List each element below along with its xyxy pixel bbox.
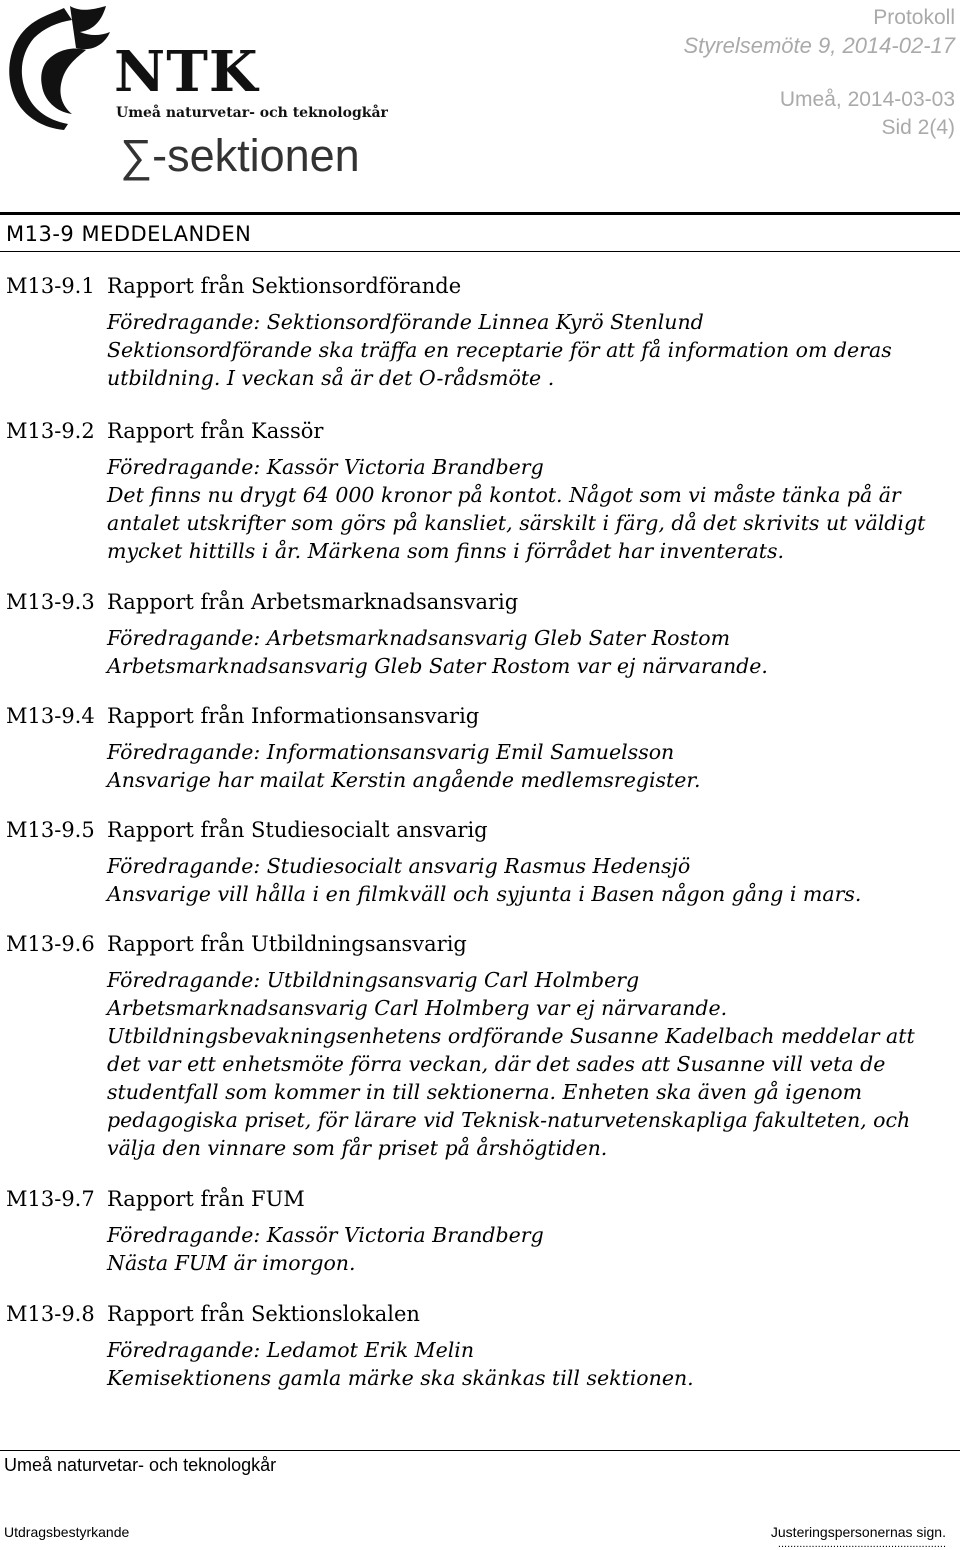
item-body xyxy=(107,624,953,680)
item-title: Rapport från Informationsansvarig xyxy=(107,704,480,728)
item-presenter: Föredragande: Informationsansvarig Emil Samuelsson xyxy=(107,740,675,764)
item-presenter: Föredragande: Kassör Victoria Brandberg xyxy=(107,455,544,479)
document-date: Umeå, 2014-03-03 xyxy=(779,88,955,111)
item-presenter: Föredragande: Kassör Victoria Brandberg xyxy=(107,1223,544,1247)
logo-text: NTK xyxy=(114,39,259,105)
meeting-title: Styrelsemöte 9, 2014-02-17 xyxy=(683,33,955,58)
document-type: Protokoll xyxy=(873,6,955,29)
item-title: Rapport från Kassör xyxy=(107,419,324,443)
item-number: M13-9.1 xyxy=(6,274,95,298)
item-number: M13-9.8 xyxy=(6,1302,95,1326)
footer-organization: Umeå naturvetar- och teknologkår xyxy=(4,1455,277,1475)
item-body xyxy=(107,738,953,794)
item-number: M13-9.7 xyxy=(6,1187,95,1211)
item-text: Kemisektionens gamla märke ska skänkas till sektionen. xyxy=(107,1366,694,1390)
item-body xyxy=(107,852,953,908)
ntk-logo xyxy=(6,2,388,137)
item-title: Rapport från FUM xyxy=(107,1187,305,1211)
section-heading: M13-9 MEDDELANDEN xyxy=(6,222,252,246)
item-number: M13-9.4 xyxy=(6,704,95,728)
item-text: Nästa FUM är imorgon. xyxy=(107,1251,356,1275)
item-title: Rapport från Studiesocialt ansvarig xyxy=(107,818,488,842)
item-number: M13-9.2 xyxy=(6,419,95,443)
item-text: Det finns nu drygt 64 000 kronor på kontot. Något som vi måste tänka på är antalet utskrifter som görs på kansliet, särskilt i färg, då det skrivits ut väldigt mycket hittills i år. Märkena som finns i förrådet har inventerats. xyxy=(107,483,926,563)
item-title: Rapport från Sektionslokalen xyxy=(107,1302,420,1326)
leaf-logo-icon xyxy=(6,2,126,134)
item-presenter: Föredragande: Arbetsmarknadsansvarig Gleb Sater Rostom xyxy=(107,626,731,650)
item-text: Ansvarige har mailat Kerstin angående medlemsregister. xyxy=(107,768,701,792)
item-presenter: Föredragande: Ledamot Erik Melin xyxy=(107,1338,475,1362)
item-title: Rapport från Arbetsmarknadsansvarig xyxy=(107,590,519,614)
item-text: Ansvarige vill hålla i en filmkväll och syjunta i Basen någon gång i mars. xyxy=(107,882,862,906)
item-number: M13-9.5 xyxy=(6,818,95,842)
page-number: Sid 2(4) xyxy=(881,116,955,139)
item-number: M13-9.6 xyxy=(6,932,95,956)
item-presenter: Föredragande: Studiesocialt ansvarig Rasmus Hedensjö xyxy=(107,854,691,878)
footer-signature-label: Justeringspersonernas sign. xyxy=(770,1524,946,1540)
logo-subtitle: Umeå naturvetar- och teknologkår xyxy=(116,105,388,121)
item-body xyxy=(107,308,953,392)
item-title: Rapport från Sektionsordförande xyxy=(107,274,462,298)
section-name: ∑-sektionen xyxy=(120,130,360,181)
item-presenter: Föredragande: Sektionsordförande Linnea Kyrö Stenlund xyxy=(107,310,704,334)
item-text: Utbildningsbevakningsenhetens ordförande Susanne Kadelbach meddelar att det var ett enhetsmöte förra veckan, där det sades att Susanne vill veta de studentfall som kommer in till sektionerna. Enheten ska även gå igenom pedagogiska priset, för lärare vid Teknisk-naturvetenskapliga fakulteten, och välja den vinnare som får priset på årshögtiden. xyxy=(107,1024,915,1160)
item-number: M13-9.3 xyxy=(6,590,95,614)
item-body xyxy=(107,966,953,1162)
item-body xyxy=(107,453,953,565)
item-body xyxy=(107,1221,953,1277)
section-heading-bar xyxy=(0,212,960,252)
item-text: Sektionsordförande ska träffa en receptarie för att få information om deras utbildning. I veckan så är det O-rådsmöte . xyxy=(107,338,892,390)
footer-certification-label: Utdragsbestyrkande xyxy=(4,1524,130,1540)
item-text: Arbetsmarknadsansvarig Carl Holmberg var ej närvarande. xyxy=(107,996,728,1020)
item-presenter: Föredragande: Utbildningsansvarig Carl Holmberg xyxy=(107,968,640,992)
item-text: Arbetsmarknadsansvarig Gleb Sater Rostom var ej närvarande. xyxy=(107,654,768,678)
footer-divider xyxy=(0,1450,960,1451)
item-body xyxy=(107,1336,953,1392)
footer-signature-line: ....................................................... xyxy=(777,1538,946,1550)
item-title: Rapport från Utbildningsansvarig xyxy=(107,932,467,956)
